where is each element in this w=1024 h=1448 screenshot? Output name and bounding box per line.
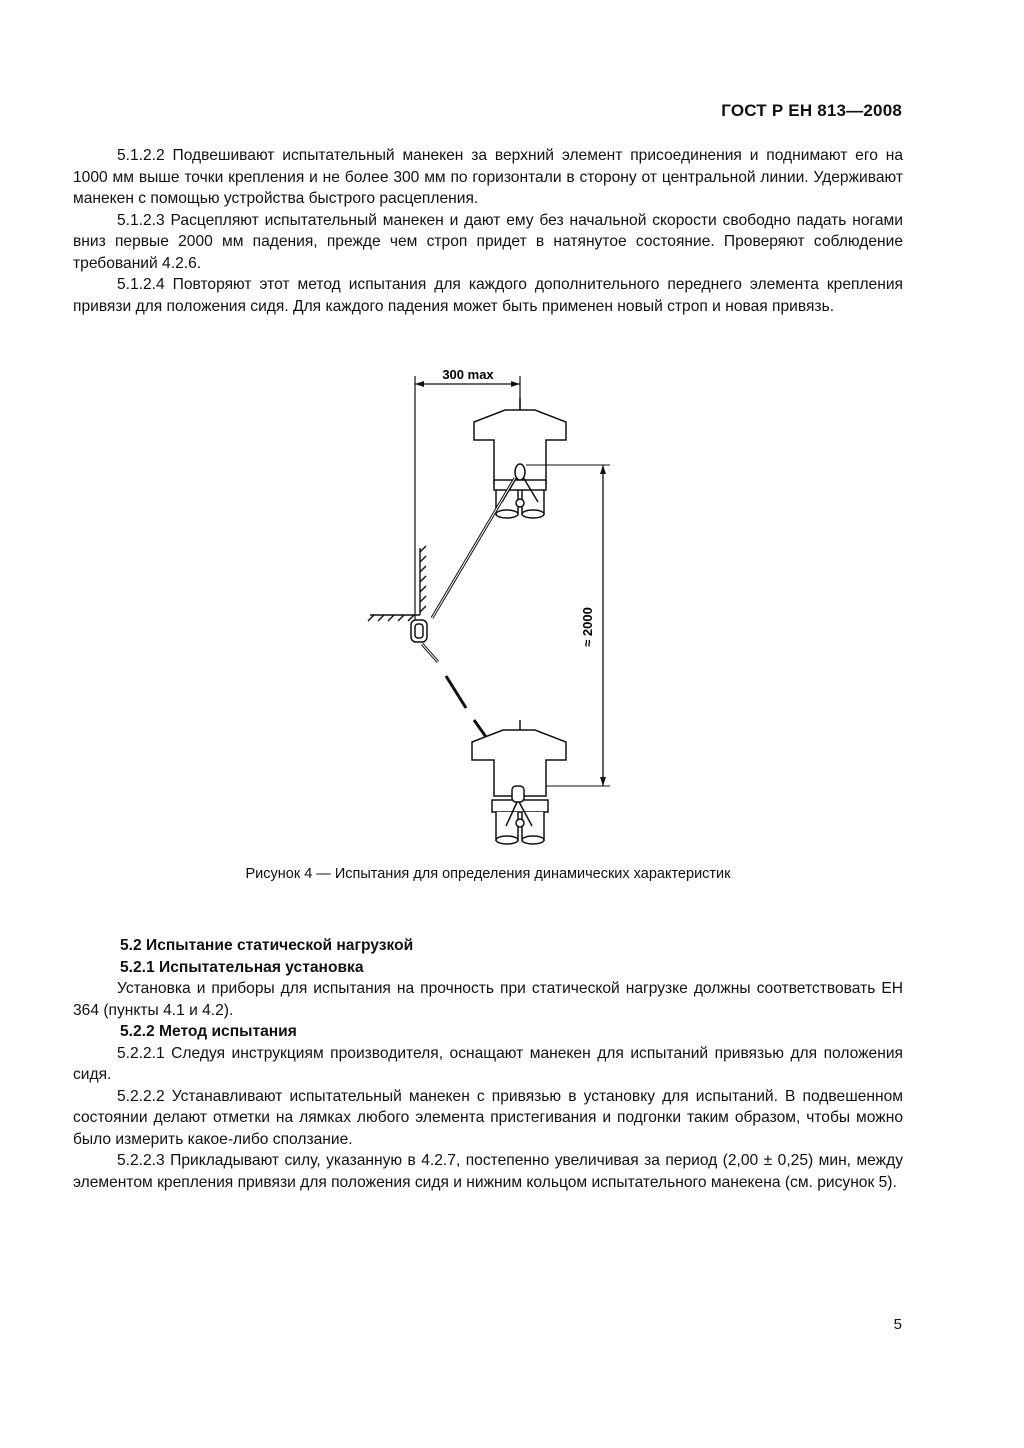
anchor-connector (411, 620, 427, 642)
dim-label-horizontal: 300 max (442, 367, 494, 382)
dim-label-vertical: ≈ 2000 (580, 607, 595, 647)
paragraph-5-2-1: Установка и приборы для испытания на прочность при статической нагрузке должны соответствовать ЕН 364 (пункты 4.1 и 4.2). (73, 980, 903, 1019)
paragraph-5-1-2-4: 5.1.2.4 Повторяют этот метод испытания для каждого дополнительного переднего элемента крепления привязи для положения сидя. Для каждого падения может быть применен новый строп и новая привязь. (73, 276, 903, 315)
upper-dummy (474, 398, 566, 518)
dim-arrow-top (600, 465, 606, 474)
section-5-2-block (73, 935, 903, 1193)
dim-arrow-bottom (600, 777, 606, 786)
lower-dummy (472, 720, 566, 844)
paragraph-5-2-2-3: 5.2.2.3 Прикладывают силу, указанную в 4.2.7, постепенно увеличивая за период (2,00 ± 0,25) мин, между элементом крепления привязи для положения сидя и нижним кольцом испытательного манекена (см. рисунок 5). (73, 1152, 903, 1191)
paragraph-5-2-2-2: 5.2.2.2 Устанавливают испытательный манекен с привязью в установку для испытаний. В подвешенном состоянии делают отметки на лямках любого элемента пристегивания и подгонки таким образом, чтобы можно было измерить какое-либо сползание. (73, 1087, 903, 1148)
top-text-block (73, 145, 903, 317)
subsection-title-5-2-1: 5.2.1 Испытательная установка (120, 958, 364, 976)
anchor-structure (368, 546, 426, 621)
dim-arrow-right (511, 381, 520, 387)
figure-4-drawing (360, 362, 620, 852)
document-header: ГОСТ Р ЕН 813—2008 (721, 101, 902, 120)
paragraph-5-1-2-3: 5.1.2.3 Расцепляют испытательный манекен и дают ему без начальной скорости свободно падать ногами вниз первые 2000 мм падения, прежде чем строп придет в натянутое состояние. Проверяют соблюдение требований 4.2.6. (73, 211, 903, 272)
page-number: 5 (893, 1316, 902, 1333)
section-title-5-2: 5.2 Испытание статической нагрузкой (120, 937, 414, 954)
subsection-title-5-2-2: 5.2.2 Метод испытания (120, 1023, 297, 1040)
figure-caption: Рисунок 4 — Испытания для определения динамических характеристик (245, 866, 731, 882)
dim-arrow-left (415, 381, 424, 387)
paragraph-5-1-2-2: 5.1.2.2 Подвешивают испытательный манекен за верхний элемент присоединения и поднимают его на 1000 мм выше точки крепления и не более 300 мм по горизонтали в сторону от центральной линии. Удерживают манекен с помощью устройства быстрого расцепления. (73, 147, 903, 207)
paragraph-5-2-2-1: 5.2.2.1 Следуя инструкциям производителя, оснащают манекен для испытаний привязью для положения сидя. (73, 1044, 903, 1083)
